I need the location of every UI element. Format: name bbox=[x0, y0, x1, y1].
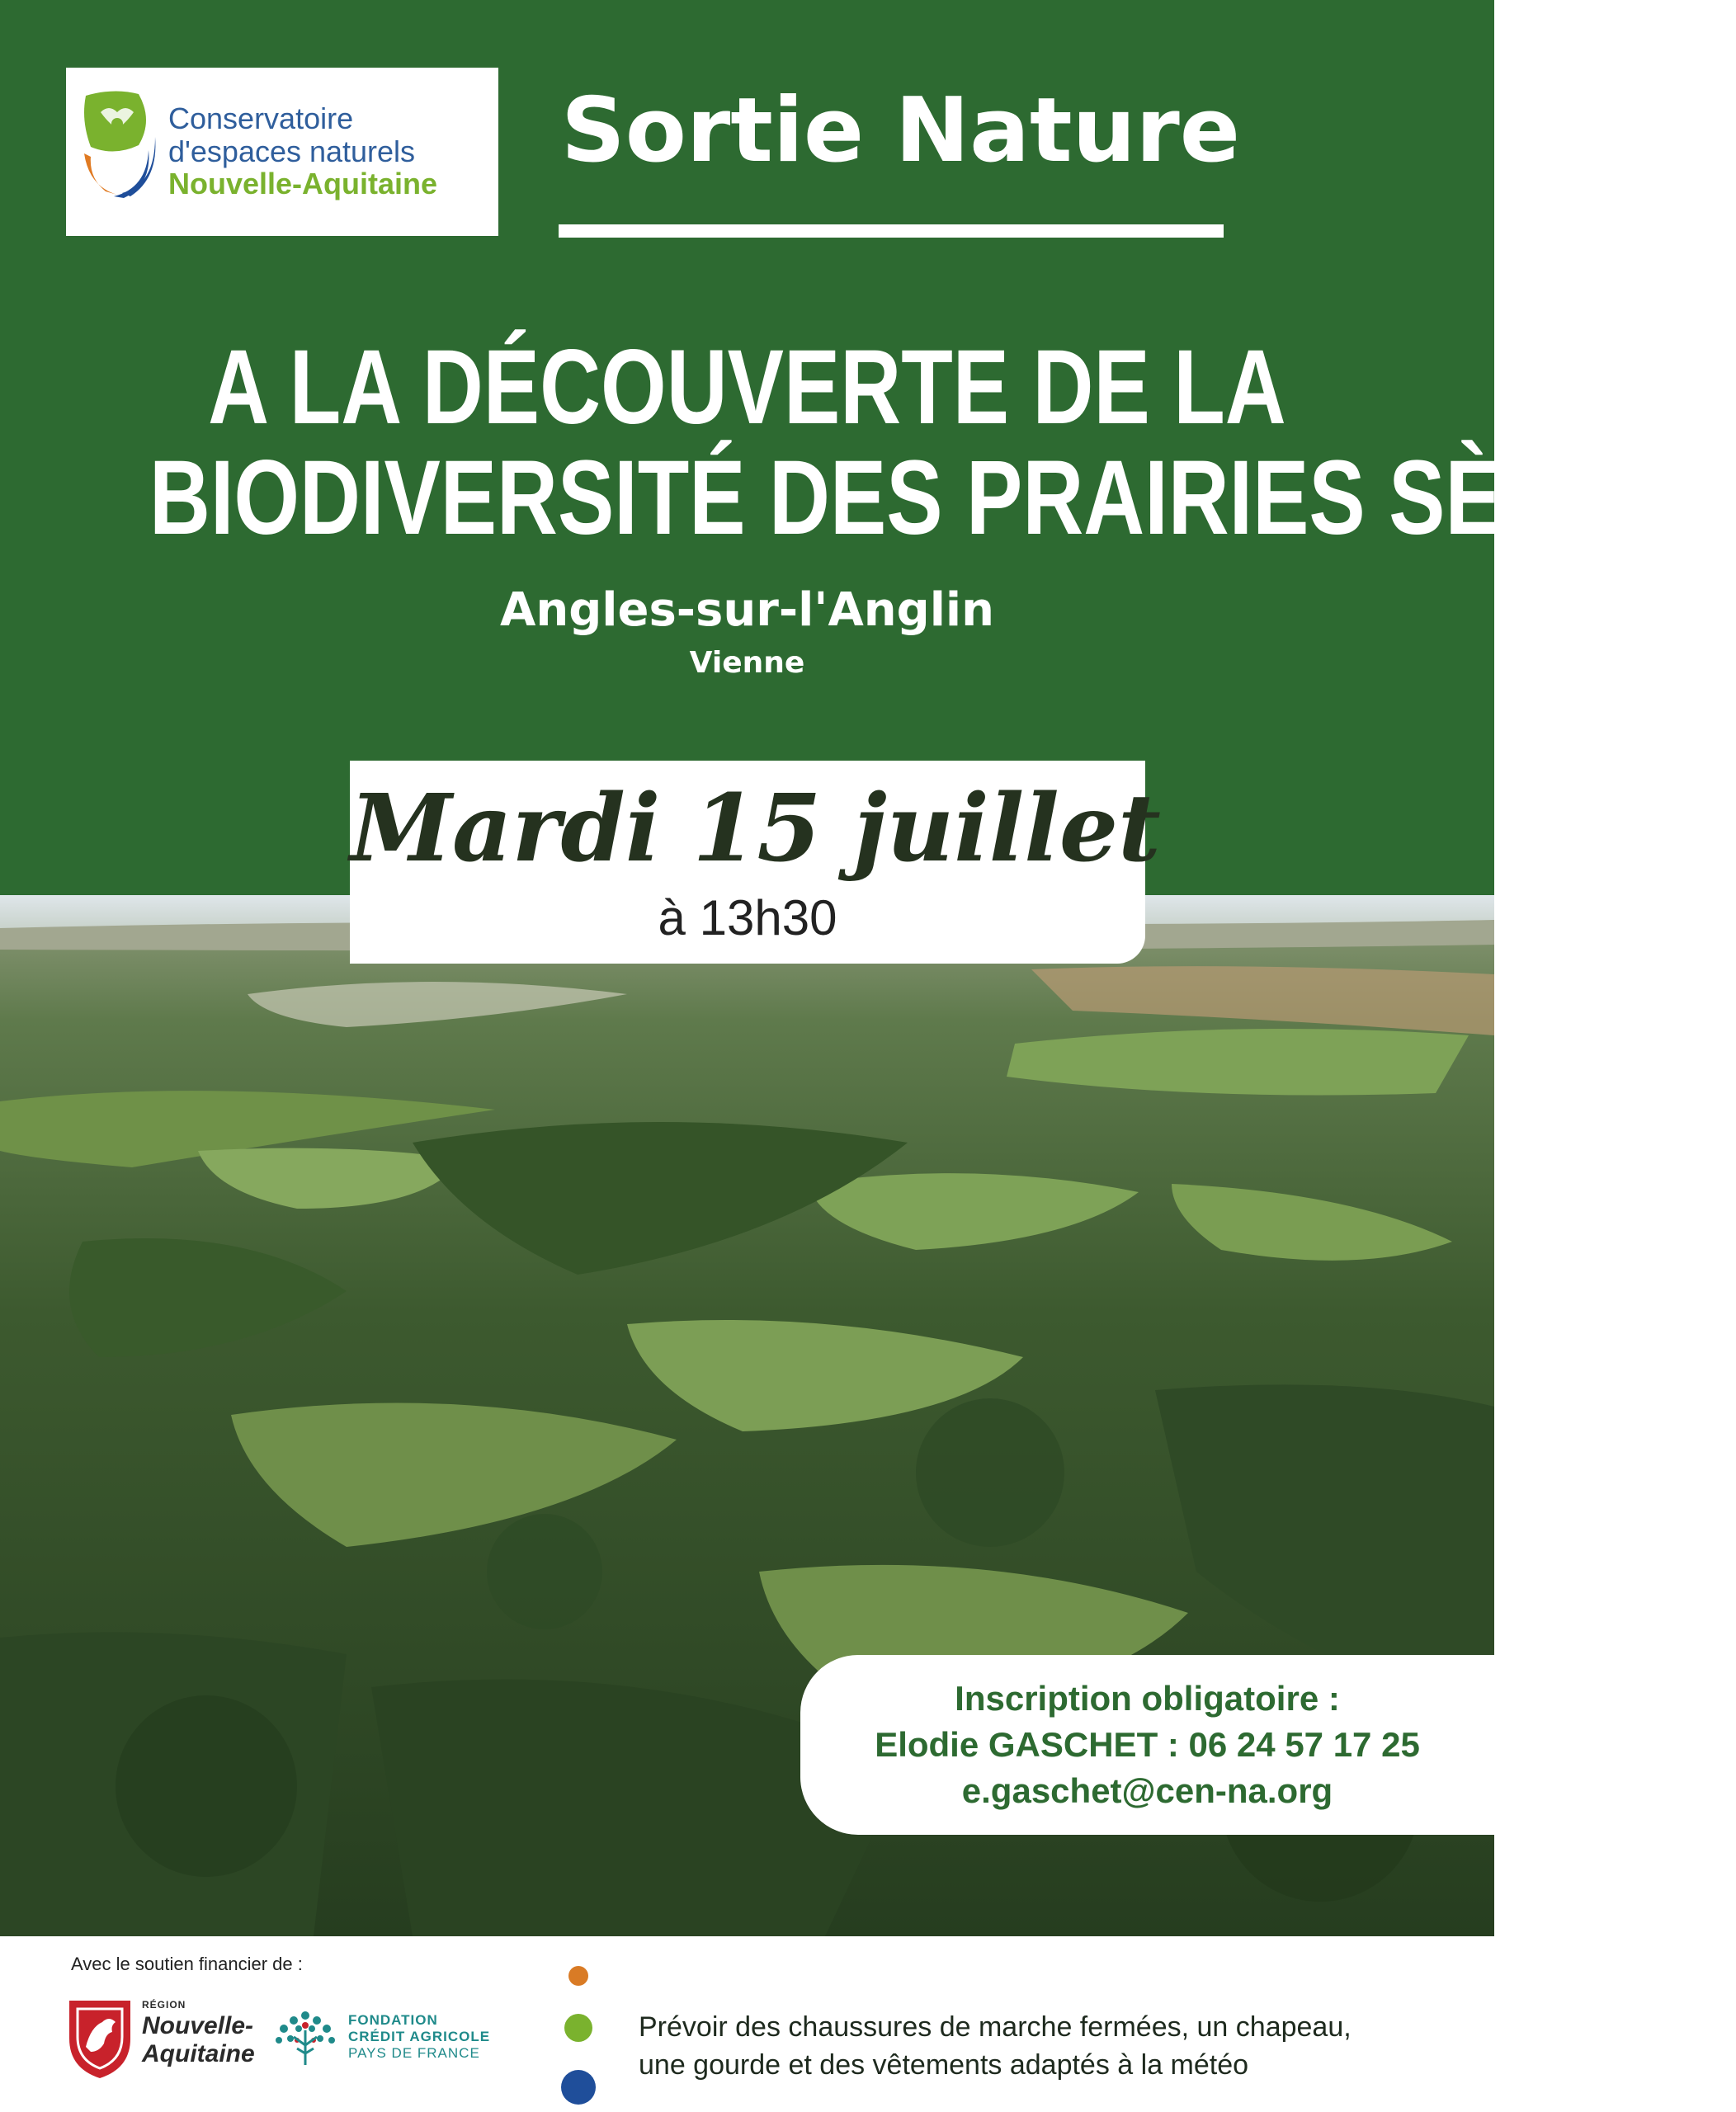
fondation-credit-agricole-logo bbox=[272, 2007, 520, 2073]
region-small-label: RÉGION bbox=[142, 1999, 186, 2011]
fondation-line1: FONDATION bbox=[348, 2012, 438, 2028]
region-name-line2: Aquitaine bbox=[142, 2040, 255, 2067]
tree-icon bbox=[272, 2007, 338, 2067]
registration-heading: Inscription obligatoire : bbox=[955, 1679, 1340, 1718]
contact-email[interactable]: e.gaschet@cen-na.org bbox=[961, 1771, 1333, 1810]
advice-line-1: Prévoir des chaussures de marche fermées, un chapeau, bbox=[639, 2011, 1352, 2043]
green-dot bbox=[564, 2014, 592, 2042]
footer bbox=[0, 1936, 1494, 2112]
fondation-line3: PAYS DE FRANCE bbox=[348, 2045, 480, 2061]
logo-line-espaces: d'espaces naturels bbox=[168, 134, 416, 168]
cen-logo-mark-icon bbox=[81, 87, 158, 198]
registration-card bbox=[800, 1655, 1494, 1835]
logo-line-conservatoire: Conservatoire bbox=[168, 101, 354, 135]
blue-dot bbox=[561, 2070, 596, 2105]
location-name: Angles-sur-l'Anglin bbox=[500, 583, 994, 637]
department-name: Vienne bbox=[689, 646, 805, 680]
orange-dot bbox=[568, 1966, 588, 1986]
title-line-2: BIODIVERSITÉ DES PRAIRIES SÈCHES bbox=[149, 439, 1736, 557]
fondation-line2: CRÉDIT AGRICOLE bbox=[348, 2029, 491, 2044]
cen-logo bbox=[66, 68, 498, 236]
region-name-line1: Nouvelle- bbox=[142, 2012, 254, 2039]
funding-label: Avec le soutien financier de : bbox=[71, 1954, 303, 1974]
badge-underline bbox=[559, 224, 1224, 238]
event-date: Mardi 15 juillet bbox=[350, 775, 1161, 883]
sortie-nature-badge: Sortie Nature bbox=[561, 79, 1241, 182]
region-nouvelle-aquitaine-logo bbox=[66, 1994, 256, 2085]
date-card bbox=[350, 761, 1161, 964]
logo-line-region: Nouvelle-Aquitaine bbox=[168, 167, 438, 200]
contact-phone: Elodie GASCHET : 06 24 57 17 25 bbox=[875, 1725, 1420, 1764]
title-line-1: A LA DÉCOUVERTE DE LA bbox=[208, 328, 1286, 446]
event-time: à 13h30 bbox=[658, 890, 837, 945]
region-shield-icon bbox=[66, 1997, 134, 2080]
advice-line-2: une gourde et des vêtements adaptés à la météo bbox=[639, 2049, 1249, 2081]
